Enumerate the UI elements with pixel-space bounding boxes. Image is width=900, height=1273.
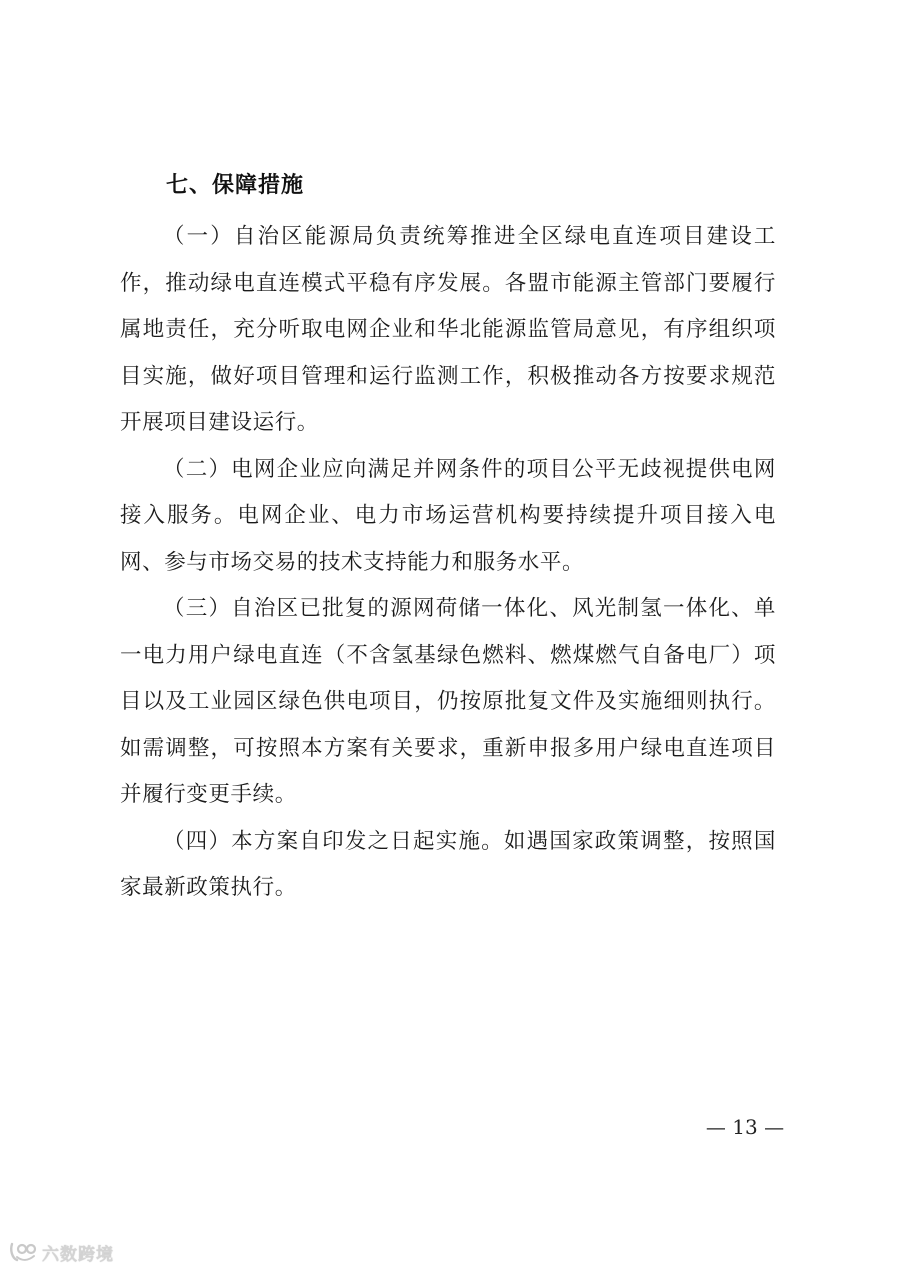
paragraph-4: （四）本方案自印发之日起实施。如遇国家政策调整，按照国家最新政策执行。	[120, 828, 776, 900]
paragraph-3: （三）自治区已批复的源网荷储一体化、风光制氢一体化、单一电力用户绿电直连（不含氢基绿色燃料、燃煤燃气自备电厂）项目以及工业园区绿色供电项目，仍按原批复文件及实施细则执行。如需调整，可按照本方案有关要求，重新申报多用户绿电直连项目并履行变更手续。	[120, 596, 776, 807]
section-heading: 七、保障措施	[166, 173, 305, 198]
document-body	[120, 170, 776, 912]
watermark	[8, 1238, 114, 1266]
watermark-text: 六数跨境	[42, 1244, 114, 1265]
paragraph-1: （一）自治区能源局负责统筹推进全区绿电直连项目建设工作，推动绿电直连模式平稳有序发展。各盟市能源主管部门要履行属地责任，充分听取电网企业和华北能源监管局意见，有序组织项目实施，做好项目管理和运行监测工作，积极推动各方按要求规范开展项目建设运行。	[120, 224, 776, 435]
brand-logo-icon	[8, 1240, 38, 1264]
paragraph-2: （二）电网企业应向满足并网条件的项目公平无歧视提供电网接入服务。电网企业、电力市场运营机构要持续提升项目接入电网、参与市场交易的技术支持能力和服务水平。	[120, 456, 776, 575]
page-number: — 13 —	[705, 1115, 785, 1139]
